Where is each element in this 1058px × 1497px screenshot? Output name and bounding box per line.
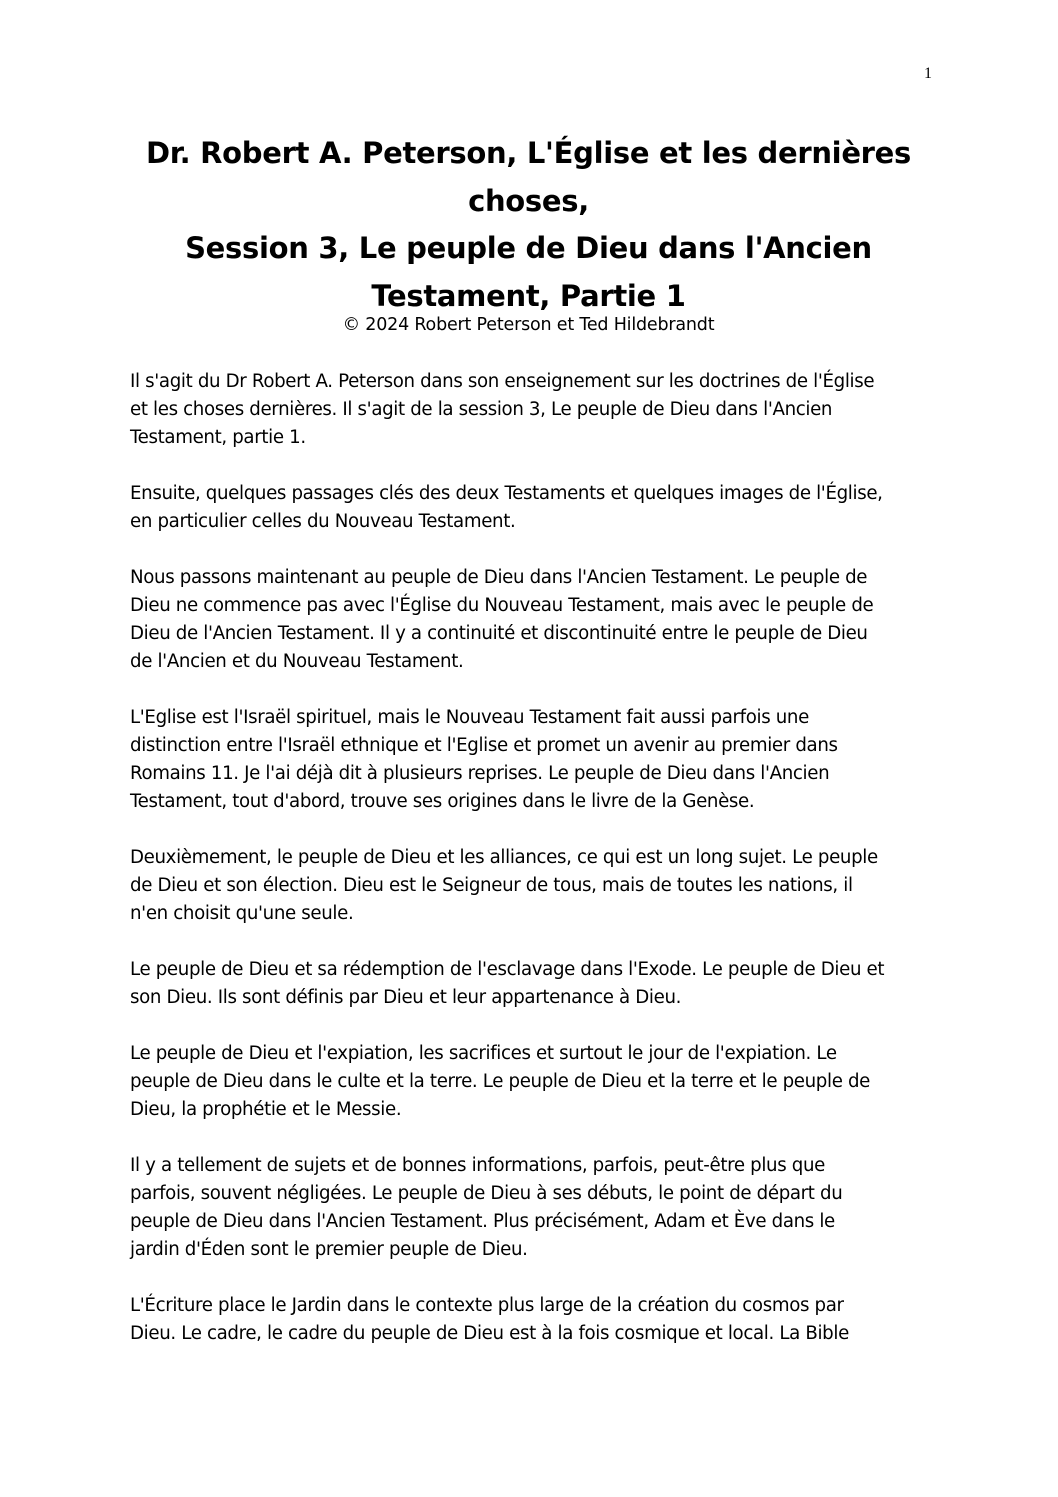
title-line: Testament, Partie 1	[371, 278, 686, 313]
text-line: son Dieu. Ils sont définis par Dieu et leur appartenance à Dieu.	[130, 987, 682, 1008]
text-line: Testament, tout d'abord, trouve ses origines dans le livre de la Genèse.	[130, 791, 755, 812]
document-body	[130, 368, 930, 1376]
text-line: n'en choisit qu'une seule.	[130, 903, 354, 924]
text-line: Deuxièmement, le peuple de Dieu et les alliances, ce qui est un long sujet. Le peuple	[130, 847, 878, 868]
paragraph	[130, 844, 930, 928]
title-line: Dr. Robert A. Peterson, L'Église et les dernières	[145, 136, 912, 170]
text-line: Le peuple de Dieu et sa rédemption de l'esclavage dans l'Exode. Le peuple de Dieu et	[130, 959, 885, 980]
text-line: peuple de Dieu dans l'Ancien Testament. Plus précisément, Adam et Ève dans le	[130, 1211, 835, 1232]
document-title	[130, 130, 927, 320]
page-number: 1	[924, 65, 932, 82]
text-line: Il s'agit du Dr Robert A. Peterson dans son enseignement sur les doctrines de l'Église	[130, 371, 875, 392]
paragraph	[130, 564, 930, 676]
text-line: Testament, partie 1.	[130, 427, 306, 448]
text-line: Nous passons maintenant au peuple de Dieu dans l'Ancien Testament. Le peuple de	[130, 567, 868, 588]
paragraph	[130, 956, 930, 1012]
text-line: Dieu de l'Ancien Testament. Il y a continuité et discontinuité entre le peuple de Dieu	[130, 623, 868, 644]
text-line: Le peuple de Dieu et l'expiation, les sacrifices et surtout le jour de l'expiation. Le	[130, 1043, 837, 1064]
text-line: jardin d'Éden sont le premier peuple de Dieu.	[130, 1239, 528, 1260]
paragraph	[130, 368, 930, 452]
paragraph	[130, 1152, 930, 1264]
text-line: Il y a tellement de sujets et de bonnes informations, parfois, peut-être plus que	[130, 1155, 825, 1176]
paragraph	[130, 1040, 930, 1124]
text-line: Dieu, la prophétie et le Messie.	[130, 1099, 402, 1120]
text-line: L'Eglise est l'Israël spirituel, mais le Nouveau Testament fait aussi parfois une	[130, 707, 809, 728]
copyright-notice: © 2024 Robert Peterson et Ted Hildebrandt	[342, 315, 715, 335]
title-line: choses,	[468, 183, 589, 218]
text-line: distinction entre l'Israël ethnique et l'Eglise et promet un avenir au premier dans	[130, 735, 838, 756]
text-line: peuple de Dieu dans le culte et la terre. Le peuple de Dieu et la terre et le peuple de	[130, 1071, 871, 1092]
text-line: de l'Ancien et du Nouveau Testament.	[130, 651, 464, 672]
text-line: et les choses dernières. Il s'agit de la session 3, Le peuple de Dieu dans l'Ancien	[130, 399, 833, 420]
text-line: de Dieu et son élection. Dieu est le Seigneur de tous, mais de toutes les nations, il	[130, 875, 853, 896]
title-line: Session 3, Le peuple de Dieu dans l'Ancien	[185, 231, 872, 265]
text-line: Dieu. Le cadre, le cadre du peuple de Dieu est à la fois cosmique et local. La Bible	[130, 1323, 849, 1344]
paragraph	[130, 1292, 930, 1348]
paragraph	[130, 704, 930, 816]
text-line: parfois, souvent négligées. Le peuple de Dieu à ses débuts, le point de départ du	[130, 1183, 843, 1204]
text-line: Ensuite, quelques passages clés des deux Testaments et quelques images de l'Église,	[130, 483, 883, 504]
text-line: Dieu ne commence pas avec l'Église du Nouveau Testament, mais avec le peuple de	[130, 595, 874, 616]
text-line: en particulier celles du Nouveau Testament.	[130, 511, 516, 532]
paragraph	[130, 480, 930, 536]
text-line: Romains 11. Je l'ai déjà dit à plusieurs reprises. Le peuple de Dieu dans l'Ancien	[130, 763, 830, 784]
text-line: L'Écriture place le Jardin dans le contexte plus large de la création du cosmos par	[130, 1295, 844, 1316]
